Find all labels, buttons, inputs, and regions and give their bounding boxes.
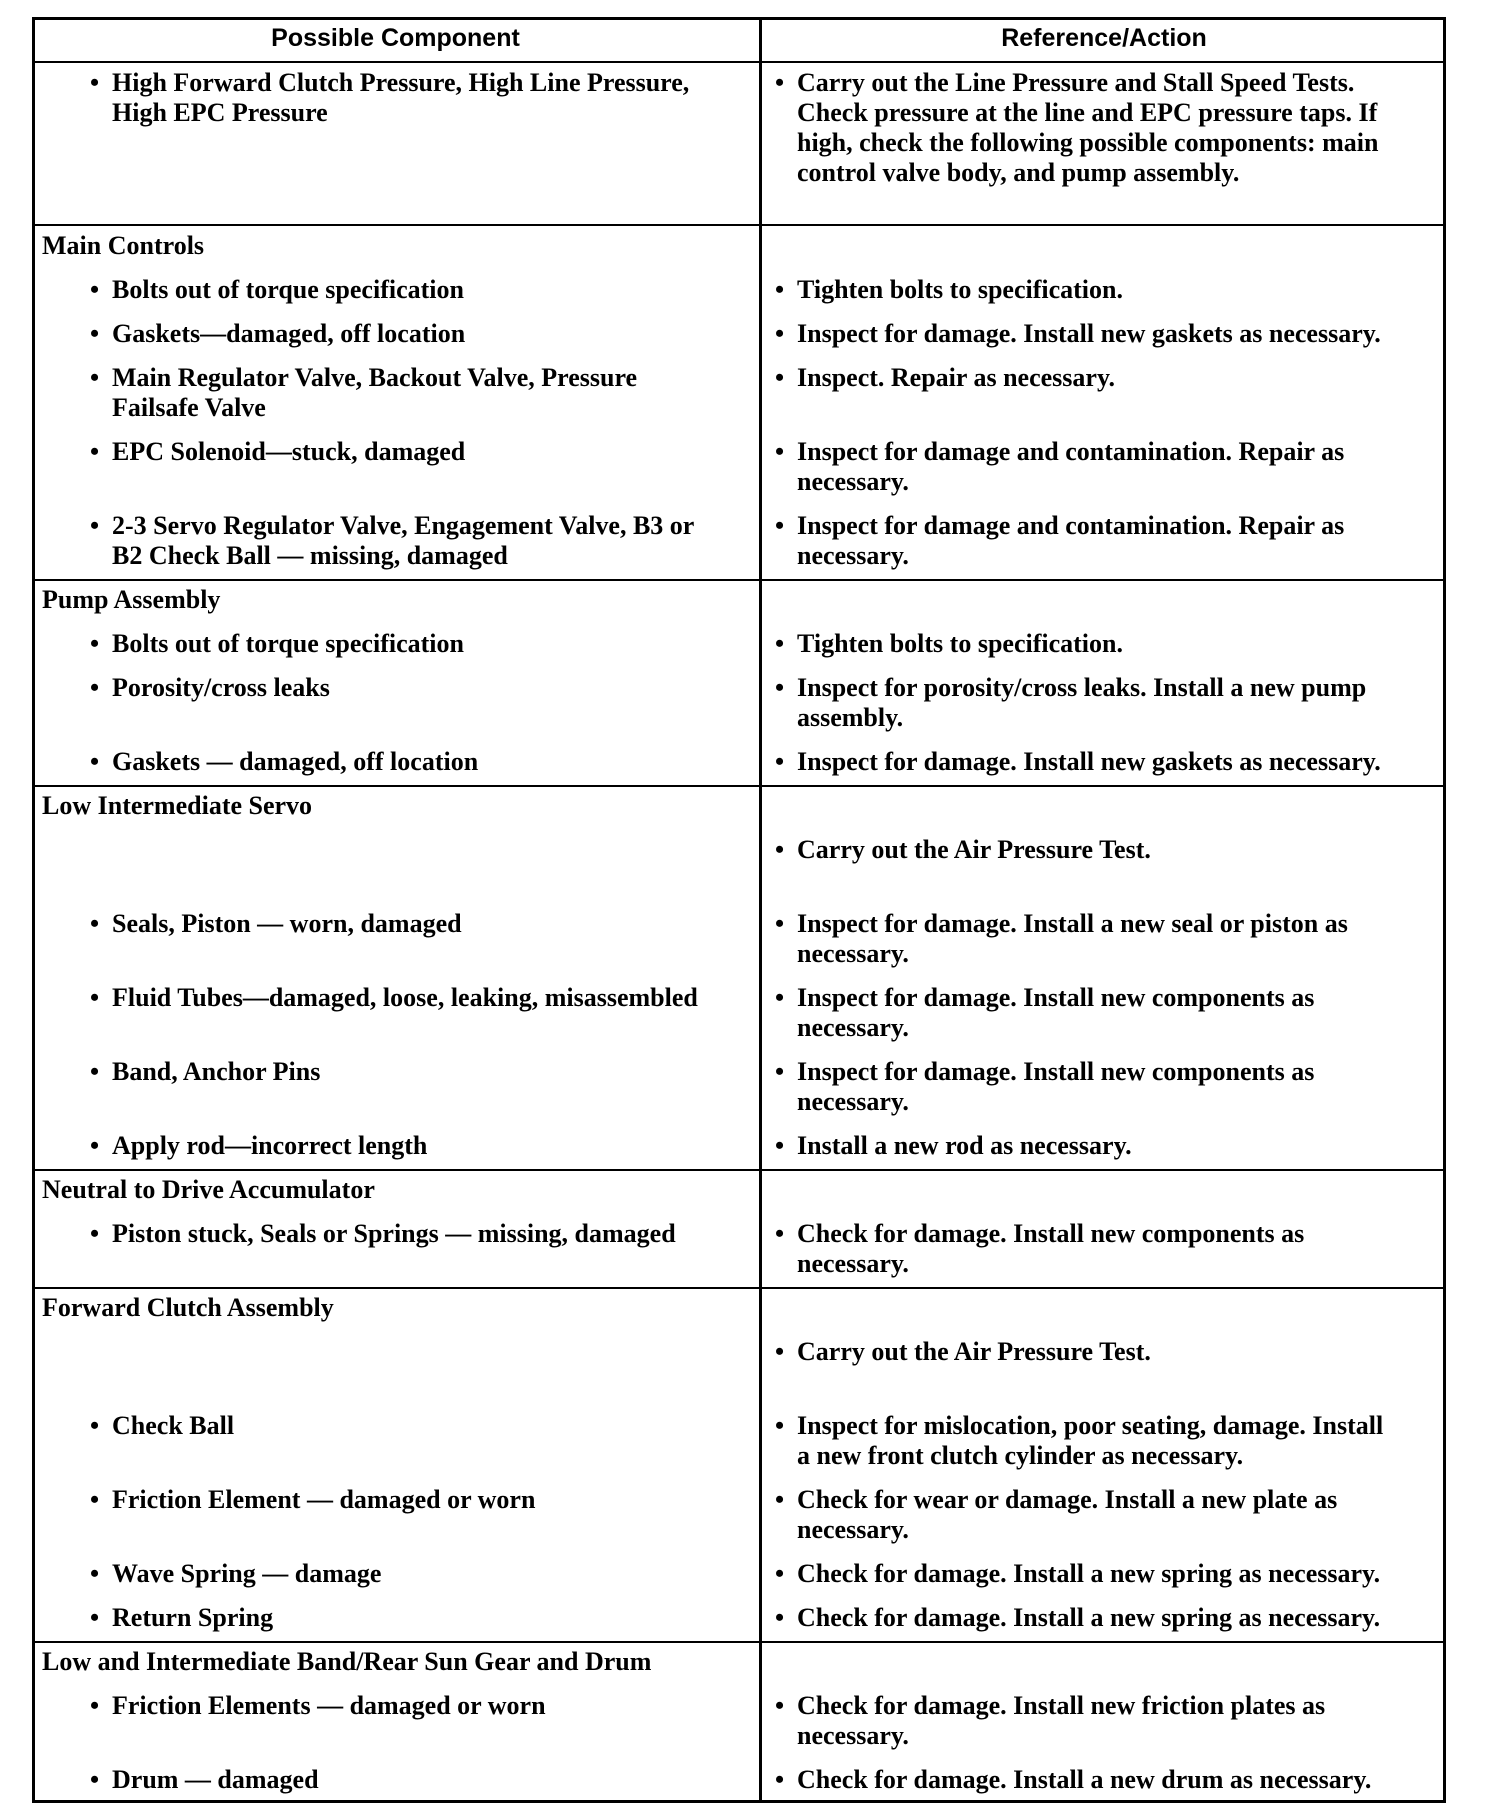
bullet: •	[775, 1691, 785, 1720]
action-line: a new front clutch cylinder as necessary.	[797, 1441, 1244, 1470]
action-line: Tighten bolts to specification.	[797, 275, 1123, 304]
section-divider	[32, 785, 1446, 787]
action-line: Inspect for mislocation, poor seating, damage. Install	[797, 1411, 1384, 1440]
component-item	[90, 983, 698, 1013]
bullet: •	[775, 835, 785, 864]
component-line: Fluid Tubes—damaged, loose, leaking, misassembled	[112, 983, 698, 1012]
action-item	[775, 1057, 1315, 1117]
component-line: B2 Check Ball — missing, damaged	[112, 541, 508, 570]
section-divider	[32, 1169, 1446, 1171]
action-item	[775, 1765, 1372, 1795]
action-item	[775, 437, 1345, 497]
action-item	[775, 835, 1151, 865]
table-border-left	[32, 17, 35, 1803]
table-border-bottom	[32, 1800, 1446, 1803]
action-line: necessary.	[797, 1013, 909, 1042]
bullet: •	[90, 1057, 100, 1086]
component-line: Piston stuck, Seals or Springs — missing, damaged	[112, 1219, 676, 1248]
bullet: •	[90, 1765, 100, 1794]
bullet: •	[775, 1559, 785, 1588]
bullet: •	[775, 511, 785, 540]
component-item	[90, 68, 690, 128]
bullet: •	[90, 629, 100, 658]
action-line: necessary.	[797, 541, 909, 570]
section-divider	[32, 1287, 1446, 1289]
action-line: Check for damage. Install a new drum as necessary.	[797, 1765, 1372, 1794]
bullet: •	[775, 673, 785, 702]
action-line: necessary.	[797, 467, 909, 496]
action-line: Tighten bolts to specification.	[797, 629, 1123, 658]
component-item	[90, 1603, 274, 1633]
action-line: control valve body, and pump assembly.	[797, 158, 1240, 187]
action-line: Install a new rod as necessary.	[797, 1131, 1132, 1160]
action-line: necessary.	[797, 1515, 909, 1544]
action-line: Inspect for damage. Install new gaskets as necessary.	[797, 747, 1381, 776]
action-line: Carry out the Air Pressure Test.	[797, 835, 1151, 864]
bullet: •	[775, 68, 785, 97]
header-reference-action: Reference/Action	[1001, 24, 1207, 52]
component-line: Gaskets—damaged, off location	[112, 319, 466, 348]
component-item	[90, 1057, 321, 1087]
component-item	[90, 363, 638, 423]
bullet: •	[775, 319, 785, 348]
header-divider	[32, 61, 1446, 63]
bullet: •	[90, 1603, 100, 1632]
component-item	[90, 673, 330, 703]
section-title-pump-assembly: Pump Assembly	[42, 585, 221, 614]
component-item	[90, 319, 466, 349]
action-item	[775, 319, 1381, 349]
component-line: Main Regulator Valve, Backout Valve, Pressure	[112, 363, 638, 392]
action-item	[775, 673, 1367, 733]
action-line: Check for wear or damage. Install a new plate as	[797, 1485, 1338, 1514]
component-line: Bolts out of torque specification	[112, 275, 464, 304]
action-line: Check for damage. Install new friction plates as	[797, 1691, 1326, 1720]
section-divider	[32, 579, 1446, 581]
action-line: necessary.	[797, 939, 909, 968]
component-line: Check Ball	[112, 1411, 235, 1440]
component-item	[90, 437, 466, 467]
bullet: •	[90, 1559, 100, 1588]
bullet: •	[775, 275, 785, 304]
bullet: •	[775, 1057, 785, 1086]
bullet: •	[775, 363, 785, 392]
component-item	[90, 1131, 428, 1161]
action-line: necessary.	[797, 1249, 909, 1278]
action-line: high, check the following possible components: main	[797, 128, 1379, 157]
bullet: •	[775, 1603, 785, 1632]
action-item	[775, 629, 1123, 659]
component-line: Apply rod—incorrect length	[112, 1131, 428, 1160]
component-item	[90, 909, 462, 939]
column-divider	[759, 17, 762, 1803]
action-item	[775, 363, 1116, 393]
action-line: Carry out the Air Pressure Test.	[797, 1337, 1151, 1366]
component-item	[90, 1691, 546, 1721]
section-title-low-intermediate-servo: Low Intermediate Servo	[42, 791, 313, 820]
section-title-neutral-drive-accumulator: Neutral to Drive Accumulator	[42, 1175, 375, 1204]
action-line: necessary.	[797, 1721, 909, 1750]
action-line: Check pressure at the line and EPC pressure taps. If	[797, 98, 1378, 127]
bullet: •	[775, 909, 785, 938]
bullet: •	[90, 363, 100, 392]
action-item	[775, 1131, 1132, 1161]
component-item	[90, 747, 479, 777]
component-line: Bolts out of torque specification	[112, 629, 464, 658]
bullet: •	[775, 1485, 785, 1514]
bullet: •	[775, 1765, 785, 1794]
action-line: assembly.	[797, 703, 904, 732]
component-item	[90, 1765, 319, 1795]
section-divider	[32, 1641, 1446, 1643]
bullet: •	[90, 437, 100, 466]
action-item	[775, 747, 1381, 777]
component-line: Return Spring	[112, 1603, 274, 1632]
bullet: •	[90, 275, 100, 304]
action-line: Inspect. Repair as necessary.	[797, 363, 1116, 392]
component-line: EPC Solenoid—stuck, damaged	[112, 437, 466, 466]
component-line: Friction Elements — damaged or worn	[112, 1691, 546, 1720]
bullet: •	[775, 1219, 785, 1248]
component-item	[90, 275, 464, 305]
bullet: •	[90, 1131, 100, 1160]
table-border-right	[1443, 17, 1446, 1803]
bullet: •	[90, 511, 100, 540]
component-line: High Forward Clutch Pressure, High Line Pressure,	[112, 68, 690, 97]
bullet: •	[90, 1691, 100, 1720]
component-line: Failsafe Valve	[112, 393, 266, 422]
action-line: Check for damage. Install a new spring as necessary.	[797, 1603, 1381, 1632]
action-line: necessary.	[797, 1087, 909, 1116]
bullet: •	[90, 1411, 100, 1440]
section-title-low-intermediate-band: Low and Intermediate Band/Rear Sun Gear and Drum	[42, 1647, 652, 1676]
component-line: Seals, Piston — worn, damaged	[112, 909, 462, 938]
bullet: •	[90, 673, 100, 702]
component-item	[90, 1411, 235, 1441]
action-line: Inspect for damage. Install new components as	[797, 1057, 1315, 1086]
action-line: Check for damage. Install new components as	[797, 1219, 1305, 1248]
action-line: Inspect for damage and contamination. Repair as	[797, 437, 1345, 466]
component-item	[90, 511, 695, 571]
action-item	[775, 909, 1348, 969]
table-border-top	[32, 17, 1446, 20]
action-line: Check for damage. Install a new spring as necessary.	[797, 1559, 1381, 1588]
component-item	[90, 1219, 676, 1249]
action-item	[775, 983, 1315, 1043]
component-line: High EPC Pressure	[112, 98, 328, 127]
bullet: •	[775, 629, 785, 658]
action-line: Carry out the Line Pressure and Stall Speed Tests.	[797, 68, 1355, 97]
component-line: Gaskets — damaged, off location	[112, 747, 479, 776]
bullet: •	[775, 437, 785, 466]
action-item	[775, 68, 1379, 188]
troubleshooting-table	[32, 17, 1446, 1803]
bullet: •	[90, 1219, 100, 1248]
component-line: Drum — damaged	[112, 1765, 319, 1794]
component-line: 2-3 Servo Regulator Valve, Engagement Valve, B3 or	[112, 511, 695, 540]
action-item	[775, 1337, 1151, 1367]
component-line: Band, Anchor Pins	[112, 1057, 321, 1086]
action-item	[775, 1559, 1381, 1589]
action-item	[775, 1691, 1326, 1751]
section-title-main-controls: Main Controls	[42, 231, 205, 260]
component-line: Friction Element — damaged or worn	[112, 1485, 536, 1514]
action-line: Inspect for damage. Install new gaskets as necessary.	[797, 319, 1381, 348]
section-title-forward-clutch-assembly: Forward Clutch Assembly	[42, 1293, 334, 1322]
bullet: •	[90, 909, 100, 938]
action-item	[775, 1411, 1384, 1471]
section-divider	[32, 224, 1446, 226]
action-line: Inspect for damage. Install new components as	[797, 983, 1315, 1012]
action-line: Inspect for damage and contamination. Repair as	[797, 511, 1345, 540]
bullet: •	[90, 747, 100, 776]
bullet: •	[775, 1411, 785, 1440]
bullet: •	[775, 1131, 785, 1160]
component-item	[90, 629, 464, 659]
action-item	[775, 1219, 1305, 1279]
bullet: •	[775, 983, 785, 1012]
action-item	[775, 511, 1345, 571]
action-item	[775, 1603, 1381, 1633]
bullet: •	[90, 68, 100, 97]
bullet: •	[90, 1485, 100, 1514]
action-item	[775, 275, 1123, 305]
bullet: •	[775, 1337, 785, 1366]
action-line: Inspect for porosity/cross leaks. Install a new pump	[797, 673, 1367, 702]
bullet: •	[90, 319, 100, 348]
component-item	[90, 1559, 382, 1589]
bullet: •	[90, 983, 100, 1012]
bullet: •	[775, 747, 785, 776]
component-line: Porosity/cross leaks	[112, 673, 330, 702]
component-item	[90, 1485, 536, 1515]
component-line: Wave Spring — damage	[112, 1559, 382, 1588]
action-item	[775, 1485, 1338, 1545]
header-possible-component: Possible Component	[271, 24, 520, 52]
action-line: Inspect for damage. Install a new seal or piston as	[797, 909, 1348, 938]
